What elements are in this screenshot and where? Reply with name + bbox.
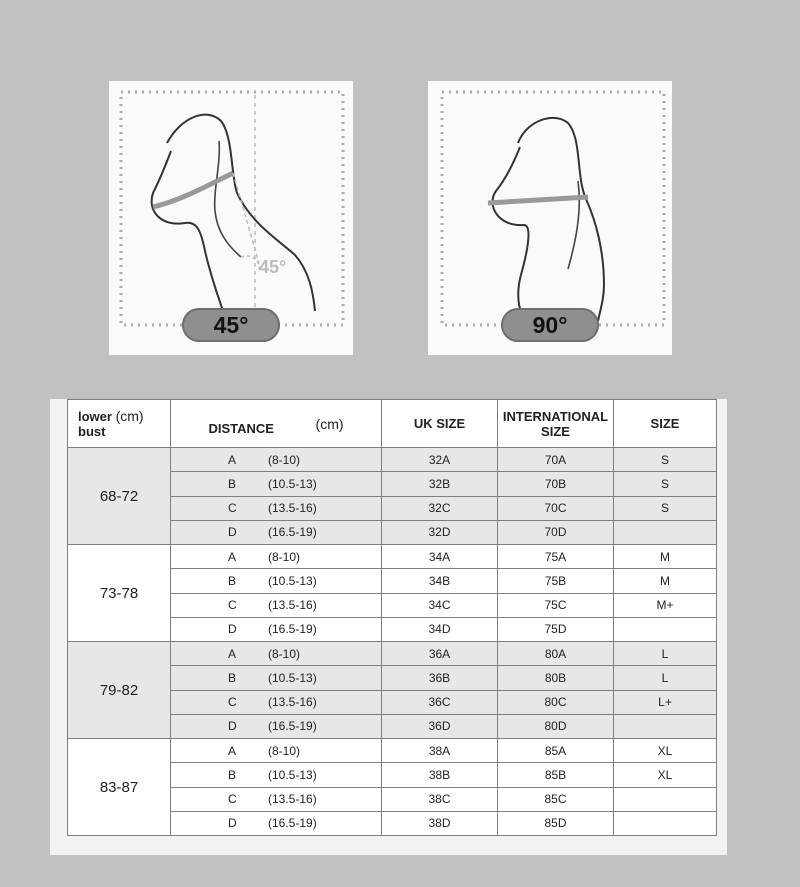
international-size-cell: 80B [498,666,614,690]
uk-size-cell: 36B [382,666,498,690]
uk-size-cell: 36A [382,642,498,666]
header-lower-bust: lower (cm) bust [68,400,171,448]
distance-range: (13.5-16) [268,598,317,613]
uk-size-cell: 34B [382,569,498,593]
size-cell: M+ [614,593,717,617]
uk-size-cell: 32B [382,472,498,496]
international-size-cell: 85D [498,811,614,835]
distance-cell [171,472,382,496]
measure-figure-45 [109,81,353,355]
size-cell: S [614,472,717,496]
size-chart [50,399,727,855]
distance-range: (8-10) [268,743,301,758]
size-cell: S [614,448,717,472]
cup-letter: B [228,476,237,491]
size-cell: L+ [614,690,717,714]
distance-cell [171,496,382,520]
cup-letter: A [228,549,237,564]
size-cell [614,520,717,544]
international-size-cell: 80C [498,690,614,714]
distance-range: (8-10) [268,549,301,564]
lower-bust-cell: 83-87 [68,739,171,836]
cup-letter: B [228,767,237,782]
uk-size-cell: 32D [382,520,498,544]
header-distance: DISTANCE (cm) [171,400,382,448]
distance-range: (16.5-19) [268,525,317,540]
international-size-cell: 85A [498,739,614,763]
size-cell: XL [614,763,717,787]
international-size-cell: 75C [498,593,614,617]
distance-range: (16.5-19) [268,622,317,637]
distance-cell [171,569,382,593]
international-size-cell: 85C [498,787,614,811]
distance-range: (16.5-19) [268,816,317,831]
distance-cell [171,787,382,811]
table-row [68,642,717,666]
distance-range: (16.5-19) [268,719,317,734]
table-row [68,739,717,763]
uk-size-cell: 38D [382,811,498,835]
cup-letter: A [228,452,237,467]
distance-range: (13.5-16) [268,501,317,516]
international-size-cell: 70A [498,448,614,472]
international-size-cell: 75A [498,545,614,569]
cup-letter: D [228,816,237,831]
size-cell: L [614,642,717,666]
international-size-cell: 75D [498,617,614,641]
distance-cell [171,763,382,787]
distance-cell [171,666,382,690]
distance-cell [171,642,382,666]
cup-letter: C [228,598,237,613]
cup-letter: D [228,622,237,637]
size-cell: M [614,569,717,593]
table-body [68,448,717,836]
uk-size-cell: 34D [382,617,498,641]
international-size-cell: 85B [498,763,614,787]
size-cell [614,811,717,835]
distance-cell [171,448,382,472]
distance-cell [171,520,382,544]
lower-bust-cell: 79-82 [68,642,171,739]
size-cell: S [614,496,717,520]
international-size-cell: 80D [498,714,614,738]
table-row [68,545,717,569]
angle-45-badge: 45° [182,308,280,342]
distance-cell [171,545,382,569]
header-size: SIZE [614,400,717,448]
distance-range: (13.5-16) [268,792,317,807]
table-row [68,448,717,472]
cup-letter: B [228,573,237,588]
lower-bust-cell: 68-72 [68,448,171,545]
angle-90-badge: 90° [501,308,599,342]
size-cell: M [614,545,717,569]
uk-size-cell: 34C [382,593,498,617]
cup-letter: C [228,695,237,710]
uk-size-cell: 36D [382,714,498,738]
international-size-cell: 75B [498,569,614,593]
distance-cell [171,690,382,714]
size-cell [614,787,717,811]
distance-range: (10.5-13) [268,670,317,685]
uk-size-cell: 38C [382,787,498,811]
uk-size-cell: 38A [382,739,498,763]
international-size-cell: 70B [498,472,614,496]
angle-45-annotation: 45° [259,257,287,277]
distance-cell [171,811,382,835]
cup-letter: D [228,525,237,540]
distance-cell [171,617,382,641]
distance-cell [171,593,382,617]
uk-size-cell: 38B [382,763,498,787]
uk-size-cell: 32A [382,448,498,472]
distance-range: (10.5-13) [268,573,317,588]
distance-range: (10.5-13) [268,476,317,491]
uk-size-cell: 32C [382,496,498,520]
cup-letter: A [228,743,237,758]
international-size-cell: 80A [498,642,614,666]
table-header-row [68,400,717,448]
size-cell: L [614,666,717,690]
size-cell [614,714,717,738]
cup-letter: D [228,719,237,734]
measure-figure-90 [428,81,672,355]
uk-size-cell: 36C [382,690,498,714]
header-international-size: INTERNATIONAL SIZE [498,400,614,448]
lower-bust-cell: 73-78 [68,545,171,642]
international-size-cell: 70C [498,496,614,520]
international-size-cell: 70D [498,520,614,544]
distance-range: (8-10) [268,646,301,661]
cup-letter: B [228,670,237,685]
cup-letter: A [228,646,237,661]
distance-range: (13.5-16) [268,695,317,710]
cup-letter: C [228,501,237,516]
header-uk-size: UK SIZE [382,400,498,448]
size-cell [614,617,717,641]
size-table [67,399,717,836]
distance-range: (8-10) [268,452,301,467]
distance-range: (10.5-13) [268,767,317,782]
distance-cell [171,714,382,738]
distance-cell [171,739,382,763]
size-cell: XL [614,739,717,763]
uk-size-cell: 34A [382,545,498,569]
cup-letter: C [228,792,237,807]
